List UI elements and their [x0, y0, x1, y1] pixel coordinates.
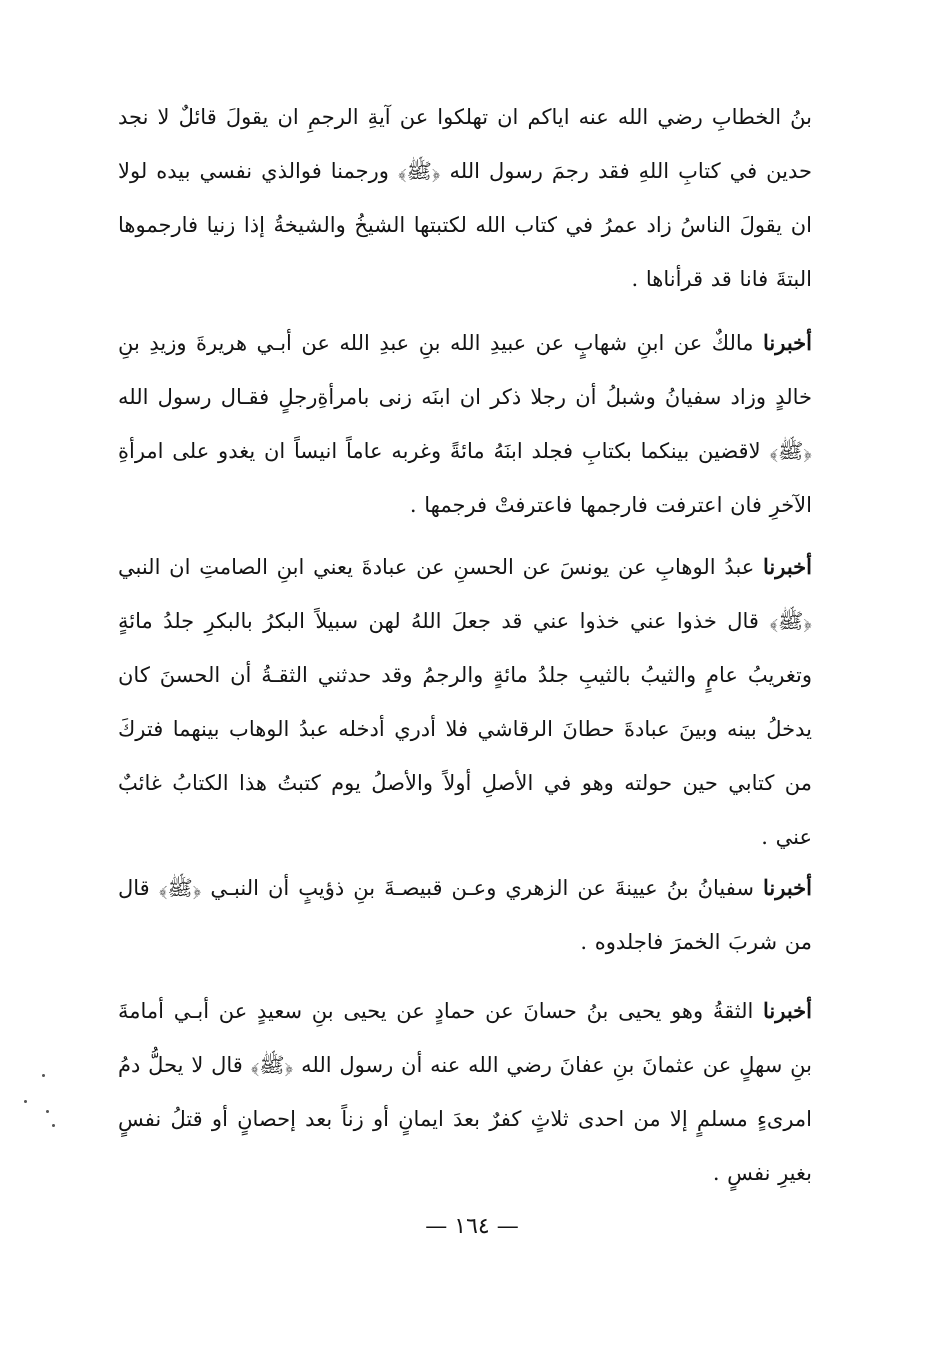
paragraph-lead: أخبرنا: [763, 998, 812, 1023]
paragraph-text: مالكٌ عن ابنِ شهابٍ عن عبيدِ الله بنِ عبدِ الله عن أبـي هريرةَ وزيدِ بنِ خالدٍ وزاد سفيانُ وشبلُ أن رجلا ذكر ان ابنَه زنى بامرأةِرجلٍ فقـال رسول الله ﴿ﷺ﴾ لاقضين بينكما بكتابِ فجلد ابنَهُ مائةً وغربه عاماً انيساً ان يغدو على امرأةِ الآخرِ فان اعترفت فارجمها فاعترفتْ فرجمها .: [118, 331, 812, 517]
paragraph-text: بنُ الخطابِ رضي الله عنه اياكم ان تهلكوا عن آيةِ الرجمِ ان يقولَ قائلٌ لا نجد حدين في كتابِ اللهِ فقد رجمَ رسول الله ﴿ﷺ﴾ ورجمنا فوالذي نفسي بيده لولا ان يقولَ الناسُ زاد عمرُ في كتاب الله لكتبتها الشيخُ والشيخةُ إذا زنيا فارجموها البتةَ فانا قد قرأناها .: [118, 105, 812, 291]
body-text: [118, 90, 812, 306]
body-text: [118, 984, 812, 1200]
paragraph-lead: أخبرنا: [763, 330, 812, 355]
paragraph-lead: أخبرنا: [763, 875, 812, 900]
paragraph-text: سفيانُ بنُ عيينةَ عن الزهري وعـن قبيصـةَ بنِ ذؤيبٍ أن النبـي ﴿ﷺ﴾ قال من شربَ الخمرَ فاجلدوه .: [118, 876, 812, 954]
paragraph-2: [118, 316, 812, 532]
paragraph-lead: أخبرنا: [763, 554, 812, 579]
body-text: [118, 316, 812, 532]
paragraph-4: [118, 861, 812, 969]
body-text: [118, 861, 812, 969]
paragraph-3: [118, 540, 812, 864]
scan-specks: [20, 1070, 80, 1130]
paragraph-text: الثقةُ وهو يحيى بنُ حسانَ عن حمادٍ عن يحيى بنِ سعيدٍ عن أبـي أمامةَ بنِ سهلٍ عن عثمانَ بنِ عفانَ رضي الله عنه أن رسول الله ﴿ﷺ﴾ قال لا يحلُّ دمُ امرىءٍ مسلمٍ إلا من احدى ثلاثٍ كفرٌ بعدَ ايمانٍ أو زناً بعد إحصانٍ أو قتلُ نفسٍ بغيرِ نفسٍ .: [118, 999, 812, 1185]
paragraph-5: [118, 984, 812, 1200]
paragraph-1: [118, 90, 812, 306]
page-number: — ١٦٤ —: [425, 1214, 519, 1239]
paragraph-text: عبدُ الوهابِ عن يونسَ عن الحسنِ عن عبادةَ يعني ابنِ الصامتِ ان النبي ﴿ﷺ﴾ قال خذوا عني خذوا عني قد جعلَ اللهُ لهن سبيلاً البكرُ بالبكرِ جلدُ مائةٍ وتغريبُ عامٍ والثيبُ بالثيبِ جلدُ مائةٍ والرجمُ وقد حدثني الثقـةُ أن الحسنَ كان يدخلُ بينه وبينَ عبادةَ حطانَ الرقاشي فلا أدري أدخله عبدُ الوهاب بينهما فتركَ من كتابي حين حولته وهو في الأصلِ أولاً والأصلُ يوم كتبتُ هذا الكتابُ غائبٌ عني .: [118, 555, 812, 849]
body-text: [118, 540, 812, 864]
